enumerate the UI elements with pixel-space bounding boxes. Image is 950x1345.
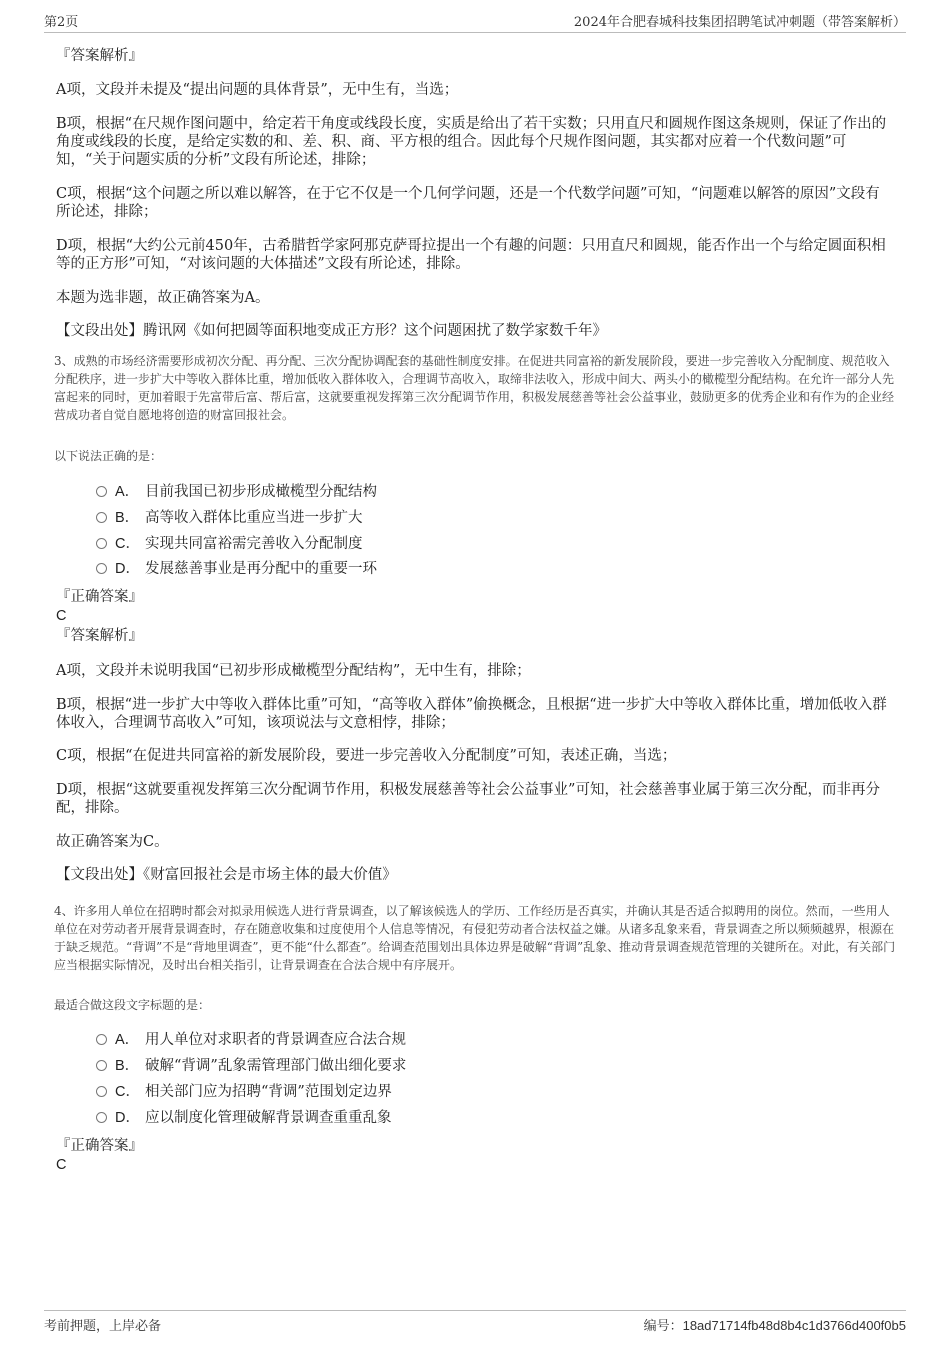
footer-code: 编号：18ad71714fb48d8b4c1d3766d400f0b5: [643, 1318, 906, 1334]
radio-icon[interactable]: [96, 563, 107, 574]
q4-option-d[interactable]: D． 应以制度化管理破解背景调查重重乱象: [96, 1109, 392, 1127]
q4-option-b[interactable]: B． 破解“背调”乱象需管理部门做出细化要求: [96, 1057, 406, 1075]
radio-icon[interactable]: [96, 512, 107, 523]
q3-answer: C: [56, 608, 67, 624]
q3-stem: 3、成熟的市场经济需要形成初次分配、再分配、三次分配协调配套的基础性制度安排。在促进共同富裕的新发展阶段，要进一步完善收入分配制度、规范收入分配秩序，进一步扩大中等收入群体比重，增加低收入群体收入，合理调节高收入，取缔非法收入，形成中间大、两头小的橄榄型分配结构。在允许一部分人先富起来的同时，更加着眼于先富带后富、帮后富，这就要重视发挥第三次分配调节作用，积极发展慈善等社会公益事业，鼓励更多的优秀企业和有作为的企业经营成功者自觉自愿地将创造的财富回报社会。: [54, 354, 895, 422]
document-title: 2024年合肥春城科技集团招聘笔试冲刺题（带答案解析）: [573, 15, 906, 30]
page-header: [44, 12, 906, 33]
q2-source: 【文段出处】腾讯网《如何把圆等面积地变成正方形？这个问题困扰了数学家数千年》: [56, 323, 607, 339]
radio-icon[interactable]: [96, 486, 107, 497]
q4-answer: C: [56, 1157, 67, 1173]
q3-answer-label: 『正确答案』: [56, 589, 143, 605]
q3-option-d[interactable]: D． 发展慈善事业是再分配中的重要一环: [96, 560, 377, 578]
q2-analysis-c: C项，根据“这个问题之所以难以解答，在于它不仅是一个几何学问题，还是一个代数学问题”可知，“问题难以解答的原因”文段有所论述，排除；: [56, 186, 880, 220]
q3-option-c[interactable]: C． 实现共同富裕需完善收入分配制度: [96, 535, 363, 553]
q3-option-b[interactable]: B． 高等收入群体比重应当进一步扩大: [96, 509, 363, 527]
page-number: 第2页: [44, 15, 79, 30]
q2-analysis-b: B项，根据“在尺规作图问题中，给定若干角度或线段长度，实质是给出了若干实数；只用直尺和圆规作图这条规则，保证了作出的角度或线段的长度，是给定实数的和、差、积、商、平方根的组合。因此每个尺规作图问题，其实都对应着一个代数问题”可知，“关于问题实质的分析”文段有所论述，排除；: [56, 116, 887, 168]
q2-analysis-a: A项，文段并未提及“提出问题的具体背景”，无中生有，当选；: [56, 82, 459, 98]
q3-source: 【文段出处】《财富回报社会是市场主体的最大价值》: [56, 867, 397, 883]
q3-analysis-a: A项，文段并未说明我国“已初步形成橄榄型分配结构”，无中生有，排除；: [56, 663, 531, 679]
q3-conclusion: 故正确答案为C。: [56, 834, 169, 850]
q4-option-a[interactable]: A． 用人单位对求职者的背景调查应合法合规: [96, 1031, 406, 1049]
q2-analysis-label: 『答案解析』: [56, 48, 143, 64]
q3-analysis-label: 『答案解析』: [56, 628, 143, 644]
radio-icon[interactable]: [96, 1112, 107, 1123]
page-footer: [44, 1310, 906, 1333]
q3-analysis-b: B项，根据“进一步扩大中等收入群体比重”可知，“高等收入群体”偷换概念，且根据“进一步扩大中等收入群体比重，增加低收入群体收入，合理调节高收入”可知，该项说法与文意相悖，排除；: [56, 697, 887, 731]
footer-slogan: 考前押题，上岸必备: [44, 1319, 162, 1334]
q2-conclusion: 本题为选非题，故正确答案为A。: [56, 290, 270, 306]
q4-prompt: 最适合做这段文字标题的是：: [54, 998, 211, 1012]
q4-answer-label: 『正确答案』: [56, 1138, 143, 1154]
radio-icon[interactable]: [96, 1060, 107, 1071]
q2-analysis-d: D项，根据“大约公元前450年，古希腊哲学家阿那克萨哥拉提出一个有趣的问题：只用直尺和圆规，能否作出一个与给定圆面积相等的正方形”可知，“对该问题的大体描述”文段有所论述，排除。: [56, 238, 886, 272]
q3-option-a[interactable]: A． 目前我国已初步形成橄榄型分配结构: [96, 483, 377, 501]
radio-icon[interactable]: [96, 538, 107, 549]
q3-prompt: 以下说法正确的是：: [54, 449, 163, 463]
q4-stem: 4、许多用人单位在招聘时都会对拟录用候选人进行背景调查，以了解该候选人的学历、工作经历是否真实，并确认其是否适合拟聘用的岗位。然而，一些用人单位在对劳动者开展背景调查时，存在随意收集和过度使用个人信息等情况，有侵犯劳动者合法权益之嫌。从诸多乱象来看，背景调查之所以频频越界，根源在于缺乏规范。“背调”不是“背地里调查”，更不能“什么都查”。给调查范围划出具体边界是破解“背调”乱象、推动背景调查规范管理的关键所在。对此，有关部门应当根据实际情况，及时出台相关指引，让背景调查在合法合规中有序展开。: [54, 904, 896, 972]
radio-icon[interactable]: [96, 1086, 107, 1097]
q4-option-c[interactable]: C． 相关部门应为招聘“背调”范围划定边界: [96, 1083, 392, 1101]
radio-icon[interactable]: [96, 1034, 107, 1045]
q3-analysis-c: C项，根据“在促进共同富裕的新发展阶段，要进一步完善收入分配制度”可知，表述正确，当选；: [56, 748, 677, 764]
q3-analysis-d: D项，根据“这就要重视发挥第三次分配调节作用，积极发展慈善等社会公益事业”可知，社会慈善事业属于第三次分配，而非再分配，排除。: [56, 782, 880, 816]
